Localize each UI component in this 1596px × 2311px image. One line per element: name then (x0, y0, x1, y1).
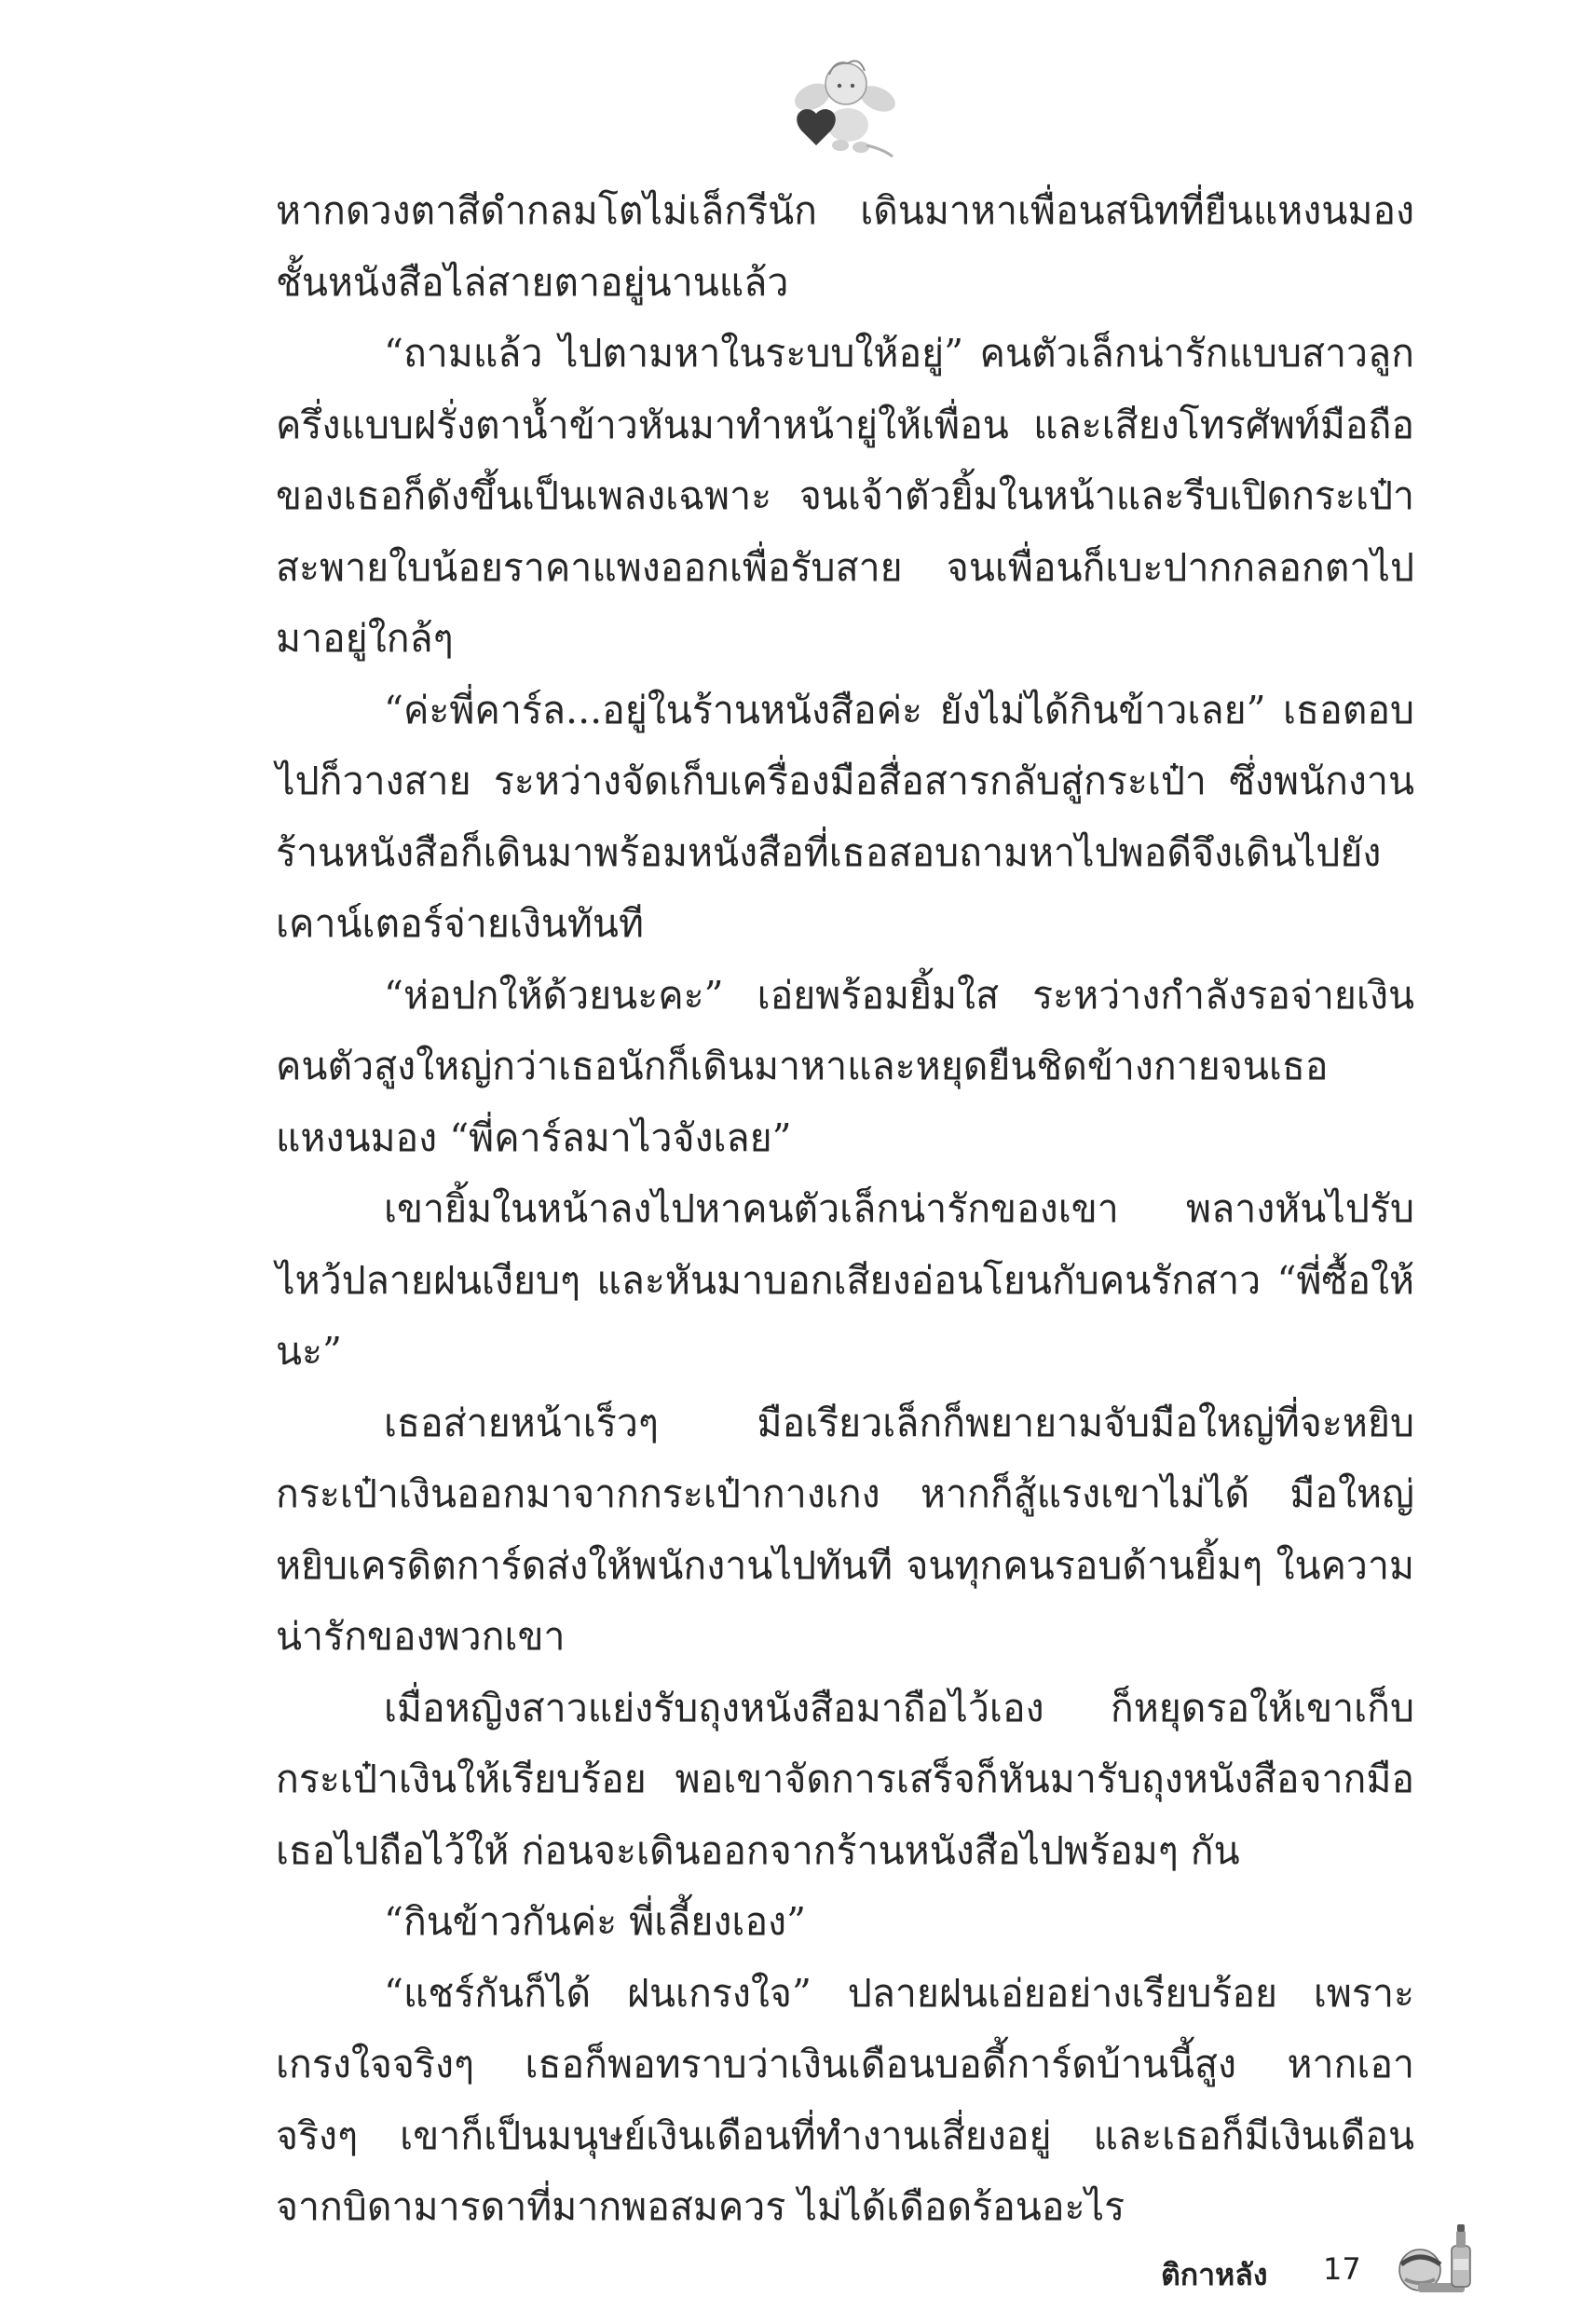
paragraph: เขายิ้มในหน้าลงไปหาคนตัวเล็กน่ารักของเขา พลางหันไปรับไหว้ปลายฝนเงียบๆ และหันมาบอกเสียงอ่อนโยนกับคนรักสาว “พี่ซื้อให้นะ” (276, 1186, 1414, 1374)
paragraph: “ค่ะพี่คาร์ล...อยู่ในร้านหนังสือค่ะ ยังไม่ได้กินข้าวเลย” เธอตอบไปก็วางสาย ระหว่างจัดเก็บเครื่องมือสื่อสารกลับสู่กระเป๋า ซึ่งพนักงานร้านหนังสือก็เดินมาพร้อมหนังสือที่เธอสอบถามหาไปพอดีจึงเดินไปยังเคาน์เตอร์จ่ายเงินทันที (276, 687, 1414, 946)
paragraph: เธอส่ายหน้าเร็วๆ มือเรียวเล็กก็พยายามจับมือใหญ่ที่จะหยิบกระเป๋าเงินออกมาจากกระเป๋ากางเกง หากก็สู้แรงเขาไม่ได้ มือใหญ่หยิบเครดิตการ์ดส่งให้พนักงานไปทันที จนทุกคนรอบด้านยิ้มๆ ในความน่ารักของพวกเขา (276, 1400, 1414, 1659)
paragraph: “ถามแล้ว ไปตามหาในระบบให้อยู่” คนตัวเล็กน่ารักแบบสาวลูกครึ่งแบบฝรั่งตาน้ำข้าวหันมาทำหน้ายู่ให้เพื่อน และเสียงโทรศัพท์มือถือของเธอก็ดังขึ้นเป็นเพลงเฉพาะ จนเจ้าตัวยิ้มในหน้าและรีบเปิดกระเป๋าสะพายใบน้อยราคาแพงออกเพื่อรับสาย จนเพื่อนก็เบะปากกลอกตาไปมาอยู่ใกล้ๆ (276, 331, 1414, 661)
beach-ball-and-bottle-icon (1392, 2222, 1485, 2296)
paragraph: “กินข้าวกันค่ะ พี่เลี้ยงเอง” (384, 1899, 807, 1944)
paragraph: หากดวงตาสีดำกลมโตไม่เล็กรีนัก เดินมาหาเพื่อนสนิทที่ยืนแหงนมองชั้นหนังสือไล่สายตาอยู่นานแล้ว (276, 188, 1414, 305)
body-text (276, 175, 1414, 2243)
running-title: ติกาหลัง (1161, 2257, 1268, 2292)
page-number: 17 (1323, 2251, 1361, 2287)
page-footer (1071, 2246, 1519, 2302)
cupid-with-heart-icon (788, 56, 900, 160)
paragraph: เมื่อหญิงสาวแย่งรับถุงหนังสือมาถือไว้เอง ก็หยุดรอให้เขาเก็บกระเป๋าเงินให้เรียบร้อย พอเขาจัดการเสร็จก็หันมารับถุงหนังสือจากมือเธอไปถือไว้ให้ ก่อนจะเดินออกจากร้านหนังสือไปพร้อมๆ กัน (276, 1685, 1414, 1873)
paragraph: “ห่อปกให้ด้วยนะคะ” เอ่ยพร้อมยิ้มใส ระหว่างกำลังรอจ่ายเงินคนตัวสูงใหญ่กว่าเธอนักก็เดินมาหาและหยุดยืนชิดข้างกายจนเธอแหงนมอง “พี่คาร์ลมาไวจังเลย” (276, 972, 1414, 1160)
paragraph: “แชร์กันก็ได้ ฝนเกรงใจ” ปลายฝนเอ่ยอย่างเรียบร้อย เพราะเกรงใจจริงๆ เธอก็พอทราบว่าเงินเดือนบอดี้การ์ดบ้านนี้สูง หากเอาจริงๆ เขาก็เป็นมนุษย์เงินเดือนที่ทำงานเสี่ยงอยู่ และเธอก็มีเงินเดือนจากบิดามารดาที่มากพอสมควร ไม่ได้เดือดร้อนอะไร (276, 1970, 1414, 2229)
